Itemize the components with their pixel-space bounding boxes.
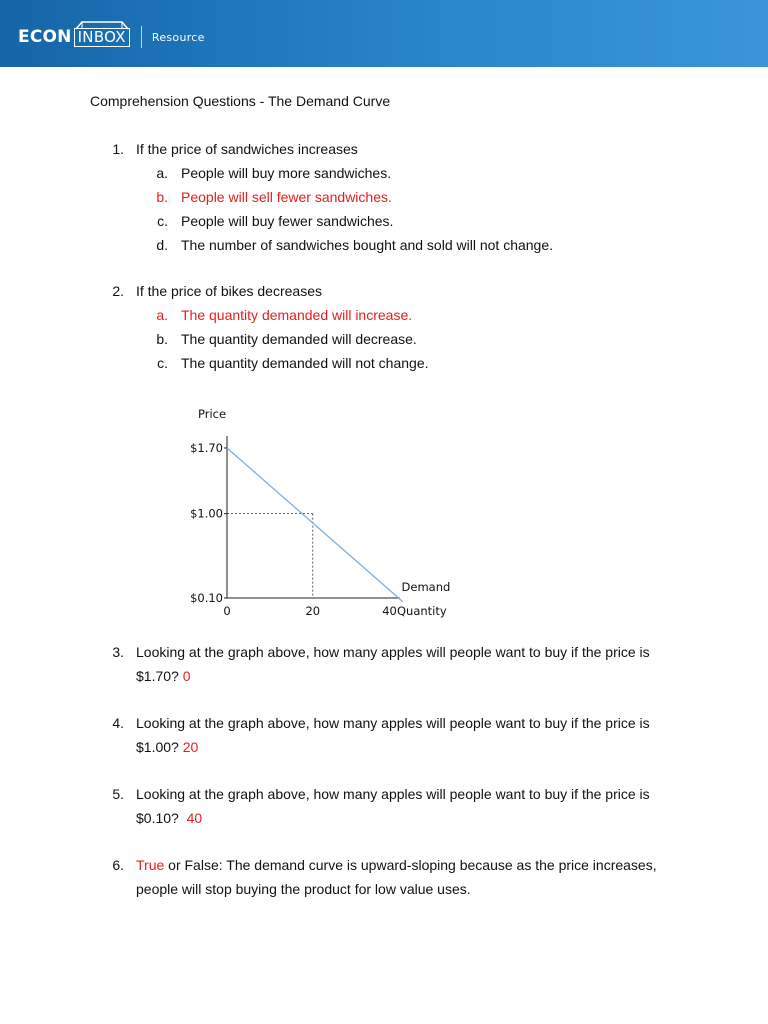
question-1-option-a-letter: a. [156,165,168,181]
question-2-option-b-letter: b. [156,331,168,347]
question-4-line2 [136,739,198,755]
demand-curve-line [227,448,403,602]
question-3-price: $1.70? [136,668,179,684]
question-2-text: If the price of bikes decreases [136,283,322,299]
question-1-option-d-letter: d. [156,237,168,253]
site-header [0,0,768,67]
logo-divider [141,26,142,48]
logo-inbox-box [74,28,130,47]
graph-guide-lines [227,514,399,598]
question-6-number: 6. [112,857,124,873]
question-1-option-a: People will buy more sandwiches. [181,165,392,181]
graph-y-ticks [190,441,227,605]
graph-y-tick-label-2: $0.10 [190,591,223,605]
question-4-number: 4. [112,715,124,731]
question-1-number: 1. [112,141,124,157]
question-5-answer: 40 [186,810,203,826]
demand-curve-label: Demand [401,580,451,594]
question-1-option-c: People will buy fewer sandwiches. [181,213,394,229]
question-5-price: $0.10? [136,810,179,826]
logo-econ-text: ECON [18,27,72,47]
question-6-line1 [136,857,657,873]
question-2-option-b: The quantity demanded will decrease. [181,331,417,347]
graph-x-tick-label-1: 20 [305,604,321,618]
question-4-answer: 20 [182,739,199,755]
question-1-option-b-letter: b. [156,189,168,205]
question-2-option-c-letter: c. [157,355,168,371]
question-5-number: 5. [112,786,124,802]
graph-y-tick-label-1: $1.00 [190,506,223,521]
question-2-option-a-letter: a. [156,307,168,323]
question-3-line2 [136,668,191,684]
document-title: Comprehension Questions - The Demand Curve [90,93,391,109]
graph-x-ticks [223,604,397,618]
question-1-option-d: The number of sandwiches bought and sold will not change. [181,237,554,253]
question-1-option-c-letter: c. [157,213,168,229]
question-1-option-b-answer: People will sell fewer sandwiches. [181,189,392,205]
resource-label: Resource [151,30,205,44]
question-4-line1: Looking at the graph above, how many apples will people want to buy if the price is [136,715,650,731]
question-2-number: 2. [112,283,124,299]
demand-curve-graph [185,400,465,622]
graph-y-axis-label: Price [198,407,227,421]
question-6-answer: True [136,857,165,873]
question-6-line2: people will stop buying the product for low value uses. [136,881,471,897]
logo-inbox-text: INBOX [74,28,130,47]
graph-x-tick-label-2: 40 [382,604,397,618]
graph-series [227,448,450,602]
econ-inbox-logo[interactable] [18,26,205,48]
graph-y-tick-label-0: $1.70 [190,441,223,455]
logo-roof-icon [76,18,128,30]
question-2-option-c: The quantity demanded will not change. [181,355,429,371]
question-5-line1: Looking at the graph above, how many apples will people want to buy if the price is [136,786,650,802]
question-2-option-a-answer: The quantity demanded will increase. [181,307,413,323]
graph-x-axis-label: Quantity [397,604,447,618]
question-4-price: $1.00? [136,739,179,755]
question-3-line1: Looking at the graph above, how many apples will people want to buy if the price is [136,644,650,660]
graph-x-tick-label-0: 0 [223,604,231,618]
question-5-line2 [136,810,202,826]
question-1-text: If the price of sandwiches increases [136,141,358,157]
question-6-statement: or False: The demand curve is upward-sloping because as the price increases, [164,857,657,873]
question-3-answer: 0 [182,668,191,684]
question-3-number: 3. [112,644,124,660]
